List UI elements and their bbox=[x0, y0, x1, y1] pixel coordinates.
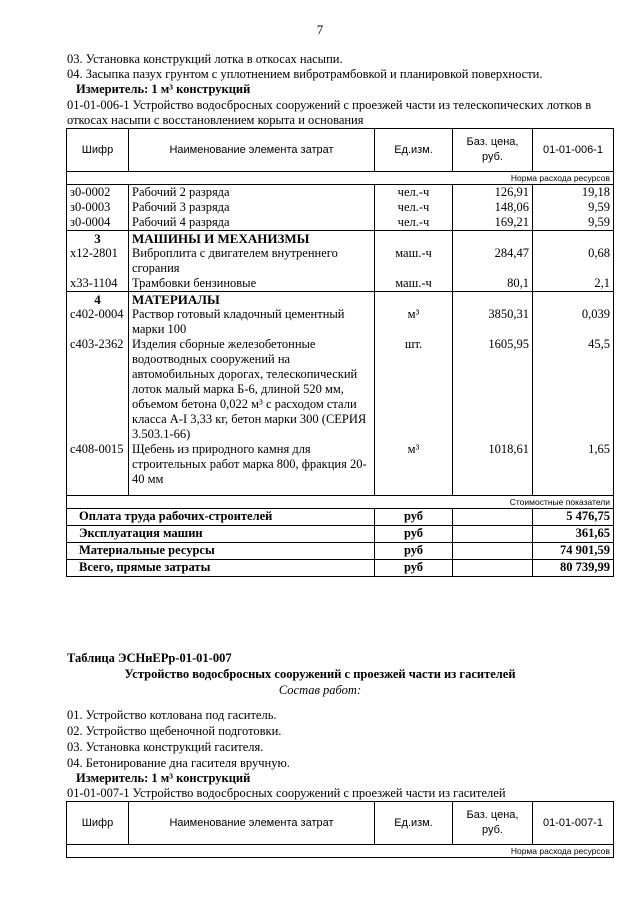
work-step: 01. Устройство котлована под гаситель. bbox=[67, 708, 277, 722]
norm-title: 01-01-007-1 Устройство водосбросных сооружений с проезжей части из гасителей bbox=[67, 786, 506, 800]
work-step: 03. Установка конструкций лотка в откосах насыпи. bbox=[67, 52, 343, 66]
col-code: Шифр bbox=[67, 802, 129, 845]
col-price: Баз. цена, руб. bbox=[453, 802, 533, 845]
table-caption: Таблица ЭСНиЕРр-01-01-007 bbox=[67, 651, 232, 665]
table-row: з0-0003 bbox=[67, 200, 129, 215]
table-title: Устройство водосбросных сооружений с проезжей части из гасителей bbox=[124, 667, 516, 681]
table-row: х12-2801 bbox=[67, 246, 129, 276]
total-value: 80 739,99 bbox=[533, 560, 614, 577]
meter-label: Измеритель: 1 м³ конструкций bbox=[76, 771, 251, 785]
table-row: с408-0015 bbox=[67, 442, 129, 487]
col-name: Наименование элемента затрат bbox=[129, 129, 375, 172]
work-step: 03. Установка конструкций гасителя. bbox=[67, 740, 264, 754]
section-number: 3 bbox=[67, 231, 129, 247]
col-unit: Ед.изм. bbox=[375, 802, 453, 845]
col-price: Баз. цена, руб. bbox=[453, 129, 533, 172]
total-value: 74 901,59 bbox=[533, 543, 614, 560]
page-number: 7 bbox=[316, 22, 324, 37]
norm-note: Норма расхода ресурсов bbox=[67, 845, 614, 858]
cost-note: Стоимостные показатели bbox=[67, 496, 614, 509]
total-label: Оплата труда рабочих-строителей bbox=[67, 509, 375, 526]
section-title: МАШИНЫ И МЕХАНИЗМЫ bbox=[129, 231, 375, 247]
resource-table: Шифр Наименование элемента затрат Ед.изм. Баз. цена, руб. 01-01-006-1 Норма расхода ресурсов з0-0002 Рабочий 2 разряда чел.-ч 126,91 19,18 з0-0003 Рабочий 3 разряда чел.-ч 148,06 9,59 з0-0004 Рабочий 4 разряда чел.-ч 169,21 9,59 3 МАШИНЫ И МЕХАНИЗМЫ х12-2801 Виброплита с двигателем внутреннего сгорания маш.-ч 284,47 0,68 х33-1104 Трамбовки бензиновые маш.-ч 80,1 2,1 4 МАТЕРИАЛЫ с402-0004 Раствор готовый кладочный цементный марки 100 м³ 3850,31 0,039 с403-2362 Изделия сборные железобетонные водоотводных сооружений на автомобильных дорогах, телескопический лоток малый марка Б-6, длиной 520 мм, объемом бетона 0,022 м³ с расходом стали класса А-I 3,33 кг, бетон марки 300 (СЕРИЯ 3.503.1-66) шт. 1605,95 45,5 с408-0015 Щебень из природного камня для строительных работ марка 800, фракция 20-40 мм м³ 1018,61 1,65 Стоимостные показатели Оплата труда рабочих-строителей руб 5 476,75 Эксплуатация машин руб 361,65 Материальные ресурсы руб 74 901,59 Всего, прямые затраты руб 80 739,99 bbox=[66, 128, 614, 577]
section-number: 4 bbox=[67, 292, 129, 308]
work-step: 02. Устройство щебеночной подготовки. bbox=[67, 724, 282, 738]
col-norm-code: 01-01-006-1 bbox=[533, 129, 614, 172]
table-row: з0-0002 bbox=[67, 185, 129, 201]
total-label: Всего, прямые затраты bbox=[67, 560, 375, 577]
table-row: с403-2362 bbox=[67, 337, 129, 442]
col-name: Наименование элемента затрат bbox=[129, 802, 375, 845]
table-row: з0-0004 bbox=[67, 215, 129, 231]
norm-title: откосах насыпи с восстановлением корыта и основания bbox=[67, 113, 364, 127]
meter-label: Измеритель: 1 м³ конструкций bbox=[76, 82, 251, 96]
col-unit: Ед.изм. bbox=[375, 129, 453, 172]
resource-table-2 bbox=[66, 801, 614, 858]
work-step: 04. Засыпка пазух грунтом с уплотнением вибротрамбовкой и планировкой поверхности. bbox=[67, 67, 543, 81]
works-heading: Состав работ: bbox=[278, 683, 362, 697]
total-value: 361,65 bbox=[533, 526, 614, 543]
table-row: с402-0004 bbox=[67, 307, 129, 337]
norm-title: 01-01-006-1 Устройство водосбросных сооружений с проезжей части из телескопических лотков в bbox=[67, 98, 592, 112]
total-label: Материальные ресурсы bbox=[67, 543, 375, 560]
col-code: Шифр bbox=[67, 129, 129, 172]
work-step: 04. Бетонирование дна гасителя вручную. bbox=[67, 756, 290, 770]
total-value: 5 476,75 bbox=[533, 509, 614, 526]
section-title: МАТЕРИАЛЫ bbox=[129, 292, 375, 308]
norm-note: Норма расхода ресурсов bbox=[67, 172, 614, 185]
table-row: х33-1104 bbox=[67, 276, 129, 292]
total-label: Эксплуатация машин bbox=[67, 526, 375, 543]
col-norm-code: 01-01-007-1 bbox=[533, 802, 614, 845]
